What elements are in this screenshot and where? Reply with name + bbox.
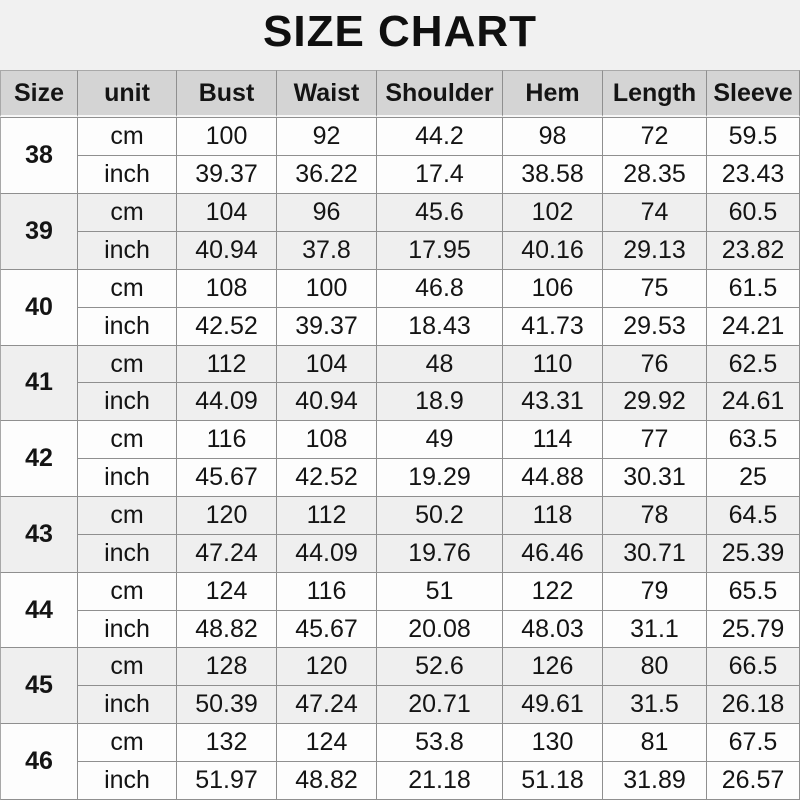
size-row-44-cm [0, 573, 800, 611]
cell-38-inch-shoulder: 17.4 [377, 156, 503, 194]
column-header-unit: unit [78, 70, 177, 117]
cell-43-inch-shoulder: 19.76 [377, 535, 503, 573]
size-row-38-cm [0, 117, 800, 156]
cell-41-cm-waist: 104 [277, 346, 377, 384]
size-label-40: 40 [0, 270, 78, 346]
size-row-41-cm [0, 346, 800, 384]
size-row-45-inch [0, 686, 800, 724]
cell-42-cm-hem: 114 [503, 421, 603, 459]
cell-45-cm-length: 80 [603, 648, 707, 686]
size-row-39-inch [0, 232, 800, 270]
size-row-43-inch [0, 535, 800, 573]
unit-label-45-cm: cm [78, 648, 177, 686]
cell-38-inch-sleeve: 23.43 [707, 156, 800, 194]
size-label-46: 46 [0, 724, 78, 800]
cell-44-cm-shoulder: 51 [377, 573, 503, 611]
cell-39-inch-bust: 40.94 [177, 232, 277, 270]
cell-44-inch-hem: 48.03 [503, 611, 603, 649]
cell-45-inch-sleeve: 26.18 [707, 686, 800, 724]
cell-44-cm-length: 79 [603, 573, 707, 611]
cell-41-inch-hem: 43.31 [503, 383, 603, 421]
cell-45-inch-bust: 50.39 [177, 686, 277, 724]
cell-38-cm-hem: 98 [503, 117, 603, 156]
cell-44-cm-hem: 122 [503, 573, 603, 611]
cell-39-inch-sleeve: 23.82 [707, 232, 800, 270]
cell-40-cm-sleeve: 61.5 [707, 270, 800, 308]
cell-38-cm-length: 72 [603, 117, 707, 156]
size-label-45: 45 [0, 648, 78, 724]
cell-45-inch-length: 31.5 [603, 686, 707, 724]
cell-41-cm-hem: 110 [503, 346, 603, 384]
cell-39-inch-shoulder: 17.95 [377, 232, 503, 270]
cell-43-inch-sleeve: 25.39 [707, 535, 800, 573]
cell-44-cm-sleeve: 65.5 [707, 573, 800, 611]
cell-38-inch-length: 28.35 [603, 156, 707, 194]
size-row-40-cm [0, 270, 800, 308]
cell-42-cm-shoulder: 49 [377, 421, 503, 459]
cell-46-cm-hem: 130 [503, 724, 603, 762]
cell-42-inch-length: 30.31 [603, 459, 707, 497]
unit-label-46-inch: inch [78, 762, 177, 800]
cell-42-cm-bust: 116 [177, 421, 277, 459]
cell-38-inch-bust: 39.37 [177, 156, 277, 194]
size-row-40-inch [0, 308, 800, 346]
page-title: SIZE CHART [263, 7, 537, 56]
cell-44-inch-shoulder: 20.08 [377, 611, 503, 649]
cell-41-cm-length: 76 [603, 346, 707, 384]
size-label-42: 42 [0, 421, 78, 497]
cell-41-inch-length: 29.92 [603, 383, 707, 421]
cell-42-inch-shoulder: 19.29 [377, 459, 503, 497]
unit-label-39-inch: inch [78, 232, 177, 270]
column-header-waist: Waist [277, 70, 377, 117]
cell-46-inch-sleeve: 26.57 [707, 762, 800, 800]
unit-label-44-inch: inch [78, 611, 177, 649]
size-label-39: 39 [0, 194, 78, 270]
cell-42-cm-length: 77 [603, 421, 707, 459]
size-row-46-cm [0, 724, 800, 762]
cell-40-inch-bust: 42.52 [177, 308, 277, 346]
cell-46-inch-bust: 51.97 [177, 762, 277, 800]
unit-label-46-cm: cm [78, 724, 177, 762]
header-row [0, 70, 800, 117]
size-label-41: 41 [0, 346, 78, 422]
unit-label-39-cm: cm [78, 194, 177, 232]
cell-43-inch-waist: 44.09 [277, 535, 377, 573]
cell-38-cm-sleeve: 59.5 [707, 117, 800, 156]
cell-39-cm-shoulder: 45.6 [377, 194, 503, 232]
cell-45-cm-shoulder: 52.6 [377, 648, 503, 686]
cell-44-inch-sleeve: 25.79 [707, 611, 800, 649]
cell-39-cm-waist: 96 [277, 194, 377, 232]
cell-45-cm-sleeve: 66.5 [707, 648, 800, 686]
unit-label-40-inch: inch [78, 308, 177, 346]
size-row-43-cm [0, 497, 800, 535]
unit-label-42-cm: cm [78, 421, 177, 459]
cell-44-inch-bust: 48.82 [177, 611, 277, 649]
unit-label-44-cm: cm [78, 573, 177, 611]
cell-42-cm-sleeve: 63.5 [707, 421, 800, 459]
column-header-shoulder: Shoulder [377, 70, 503, 117]
unit-label-41-inch: inch [78, 383, 177, 421]
cell-43-inch-bust: 47.24 [177, 535, 277, 573]
cell-40-inch-shoulder: 18.43 [377, 308, 503, 346]
cell-42-cm-waist: 108 [277, 421, 377, 459]
column-header-sleeve: Sleeve [707, 70, 800, 117]
size-row-38-inch [0, 156, 800, 194]
cell-43-inch-hem: 46.46 [503, 535, 603, 573]
cell-41-inch-waist: 40.94 [277, 383, 377, 421]
cell-46-cm-shoulder: 53.8 [377, 724, 503, 762]
cell-46-inch-waist: 48.82 [277, 762, 377, 800]
cell-39-cm-bust: 104 [177, 194, 277, 232]
cell-45-cm-bust: 128 [177, 648, 277, 686]
cell-46-cm-bust: 132 [177, 724, 277, 762]
size-chart-table [0, 70, 800, 800]
cell-44-inch-waist: 45.67 [277, 611, 377, 649]
size-row-39-cm [0, 194, 800, 232]
size-row-42-inch [0, 459, 800, 497]
cell-42-inch-bust: 45.67 [177, 459, 277, 497]
cell-43-cm-sleeve: 64.5 [707, 497, 800, 535]
unit-label-38-inch: inch [78, 156, 177, 194]
size-label-44: 44 [0, 573, 78, 649]
cell-40-inch-length: 29.53 [603, 308, 707, 346]
unit-label-43-cm: cm [78, 497, 177, 535]
column-header-length: Length [603, 70, 707, 117]
cell-38-inch-waist: 36.22 [277, 156, 377, 194]
cell-39-cm-sleeve: 60.5 [707, 194, 800, 232]
unit-label-42-inch: inch [78, 459, 177, 497]
cell-38-inch-hem: 38.58 [503, 156, 603, 194]
cell-40-cm-hem: 106 [503, 270, 603, 308]
cell-39-inch-hem: 40.16 [503, 232, 603, 270]
cell-45-inch-waist: 47.24 [277, 686, 377, 724]
size-label-43: 43 [0, 497, 78, 573]
cell-46-inch-hem: 51.18 [503, 762, 603, 800]
cell-42-inch-sleeve: 25 [707, 459, 800, 497]
cell-46-cm-length: 81 [603, 724, 707, 762]
cell-40-cm-bust: 108 [177, 270, 277, 308]
cell-46-inch-length: 31.89 [603, 762, 707, 800]
unit-label-41-cm: cm [78, 346, 177, 384]
column-header-hem: Hem [503, 70, 603, 117]
cell-40-cm-length: 75 [603, 270, 707, 308]
cell-41-cm-bust: 112 [177, 346, 277, 384]
cell-39-inch-waist: 37.8 [277, 232, 377, 270]
column-header-bust: Bust [177, 70, 277, 117]
cell-43-cm-waist: 112 [277, 497, 377, 535]
cell-41-inch-bust: 44.09 [177, 383, 277, 421]
unit-label-38-cm: cm [78, 117, 177, 156]
cell-46-inch-shoulder: 21.18 [377, 762, 503, 800]
cell-44-cm-bust: 124 [177, 573, 277, 611]
cell-40-cm-shoulder: 46.8 [377, 270, 503, 308]
size-label-38: 38 [0, 117, 78, 194]
cell-39-cm-length: 74 [603, 194, 707, 232]
cell-42-inch-hem: 44.88 [503, 459, 603, 497]
cell-42-inch-waist: 42.52 [277, 459, 377, 497]
cell-44-cm-waist: 116 [277, 573, 377, 611]
unit-label-45-inch: inch [78, 686, 177, 724]
cell-38-cm-bust: 100 [177, 117, 277, 156]
size-row-45-cm [0, 648, 800, 686]
table-body [0, 117, 800, 800]
cell-45-cm-waist: 120 [277, 648, 377, 686]
cell-41-cm-sleeve: 62.5 [707, 346, 800, 384]
cell-40-cm-waist: 100 [277, 270, 377, 308]
cell-45-inch-shoulder: 20.71 [377, 686, 503, 724]
cell-41-inch-shoulder: 18.9 [377, 383, 503, 421]
cell-40-inch-hem: 41.73 [503, 308, 603, 346]
cell-43-cm-bust: 120 [177, 497, 277, 535]
size-row-46-inch [0, 762, 800, 800]
cell-41-inch-sleeve: 24.61 [707, 383, 800, 421]
cell-46-cm-waist: 124 [277, 724, 377, 762]
cell-40-inch-sleeve: 24.21 [707, 308, 800, 346]
cell-44-inch-length: 31.1 [603, 611, 707, 649]
size-row-42-cm [0, 421, 800, 459]
unit-label-40-cm: cm [78, 270, 177, 308]
cell-43-inch-length: 30.71 [603, 535, 707, 573]
cell-45-cm-hem: 126 [503, 648, 603, 686]
cell-41-cm-shoulder: 48 [377, 346, 503, 384]
size-row-41-inch [0, 383, 800, 421]
cell-40-inch-waist: 39.37 [277, 308, 377, 346]
cell-43-cm-length: 78 [603, 497, 707, 535]
size-row-44-inch [0, 611, 800, 649]
cell-45-inch-hem: 49.61 [503, 686, 603, 724]
cell-38-cm-waist: 92 [277, 117, 377, 156]
cell-39-cm-hem: 102 [503, 194, 603, 232]
unit-label-43-inch: inch [78, 535, 177, 573]
cell-39-inch-length: 29.13 [603, 232, 707, 270]
cell-46-cm-sleeve: 67.5 [707, 724, 800, 762]
cell-43-cm-hem: 118 [503, 497, 603, 535]
cell-38-cm-shoulder: 44.2 [377, 117, 503, 156]
column-header-size: Size [0, 70, 78, 117]
cell-43-cm-shoulder: 50.2 [377, 497, 503, 535]
